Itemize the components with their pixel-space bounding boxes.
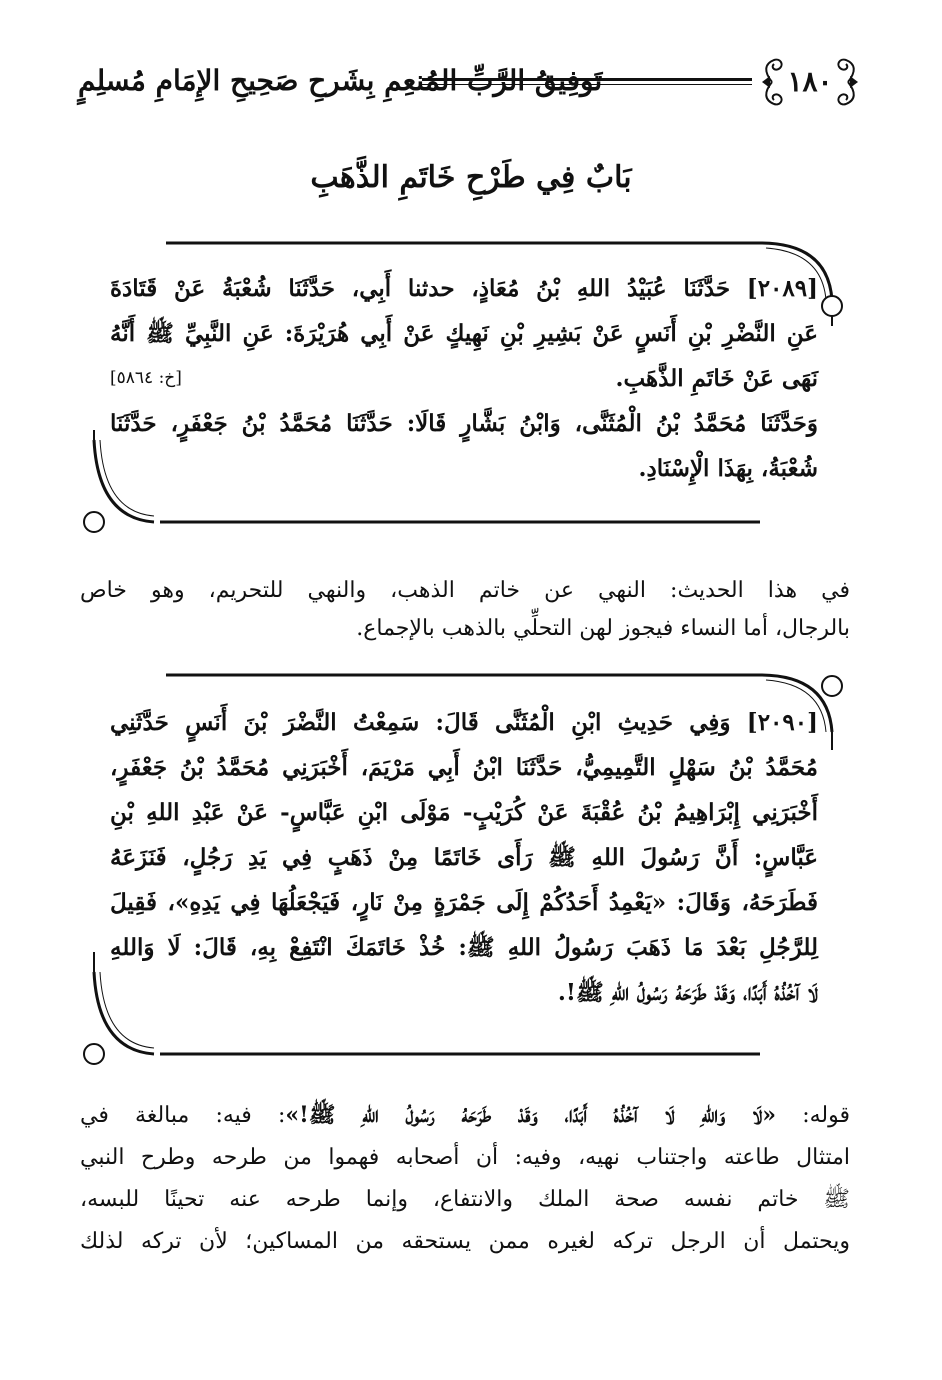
hadith-box-2090 (80, 672, 840, 1062)
hadith-line: لِلرَّجُلِ بَعْدَ مَا ذَهَبَ رَسُولُ اللهِ ﷺ: خُذْ خَاتَمَكَ انْتَفِعْ بِهِ، قَالَ: لَا وَاللهِ (110, 934, 818, 961)
commentary-line: في هذا الحديث: النهي عن خاتم الذهب، والنهي للتحريم، وهو خاص (80, 578, 850, 603)
page-header (70, 54, 860, 110)
hadith-line: شُعْبَةُ، بِهَذَا الْإِسْنَادِ. (638, 455, 818, 482)
page-number: ١٨٠ (787, 65, 833, 98)
chapter-title: بَابٌ فِي طَرْحِ خَاتَمِ الذَّهَبِ (310, 160, 632, 195)
commentary-line (80, 1094, 850, 1137)
hadith-line: عَنِ النَّضْرِ بْنِ أَنَسٍ عَنْ بَشِيرِ بْنِ نَهِيكٍ عَنْ أَبِي هُرَيْرَةَ: عَنِ النَّبِيِّ ﷺ أَنَّهُ (110, 320, 818, 347)
hadith-line: [٢٠٨٩] حَدَّثَنَا عُبَيْدُ اللهِ بْنُ مُعَاذٍ، حدثنا أَبِي، حَدَّثَنَا شُعْبَةُ عَنْ قَتَادَةَ (110, 275, 818, 302)
hadith-line (110, 356, 818, 401)
hadith-line: عَبَّاسٍ: أَنَّ رَسُولَ اللهِ ﷺ رَأَى خَاتَمًا مِنْ ذَهَبٍ فِي يَدِ رَجُلٍ، فَنَزَعَهُ (110, 844, 818, 871)
book-title: تَوفِيقُ الرَّبِّ المُنعِمِ بِشَرحِ صَحِيحِ الإِمَامِ مُسلِمٍ (78, 64, 603, 97)
hadith-line: لَا آخُذُهُ أَبَدًا، وَقَدْ طَرَحَهُ رَسُولُ اللهِ ﷺ!. (557, 979, 818, 1006)
commentary-line: ويحتمل أن الرجل تركه لغيره ممن يستحقه من المساكين؛ لأن تركه لذلك (80, 1229, 850, 1254)
hadith-2090-text (110, 700, 818, 1015)
commentary-paragraph-1 (80, 572, 850, 648)
hadith-line: فَطَرَحَهُ، وَقَالَ: «يَعْمِدُ أَحَدُكُمْ إِلَى جَمْرَةٍ مِنْ نَارٍ، فَيَجْعَلُهَا فِي يَدِهِ»، فَقِيلَ (110, 889, 818, 916)
commentary-line: ﷺ خاتم نفسه صحة الملك والانتفاع، وإنما طرحه عنه تحينًا للبسه، (80, 1187, 850, 1212)
hadith-line: [٢٠٩٠] وَفِي حَدِيثِ ابْنِ الْمُثَنَّى قَالَ: سَمِعْتُ النَّضْرَ بْنَ أَنَسٍ حَدَّثَنِي (110, 709, 818, 736)
commentary-paragraph-2 (80, 1094, 850, 1263)
hadith-line: مُحَمَّدُ بْنُ سَهْلٍ التَّمِيمِيُّ، حَدَّثَنَا ابْنُ أَبِي مَرْيَمَ، أَخْبَرَنِي مُحَمَّدُ بْنُ جَعْفَرٍ، (110, 754, 818, 781)
commentary-line: بالرجال، أما النساء فيجوز لهن التحلِّي بالذهب بالإجماع. (356, 616, 850, 641)
cross-reference: [خ: ٥٨٦٤] (110, 368, 182, 388)
commentary-text: : فيه: مبالغة في (80, 1103, 286, 1128)
hadith-line: أَخْبَرَنِي إِبْرَاهِيمُ بْنُ عُقْبَةَ عَنْ كُرَيْبٍ- مَوْلَى ابْنِ عَبَّاسٍ- عَنْ عَبْدِ اللهِ بْنِ (110, 799, 818, 826)
hadith-line: وَحَدَّثَنَا مُحَمَّدُ بْنُ الْمُثَنَّى، وَابْنُ بَشَّارٍ قَالَا: حَدَّثَنَا مُحَمَّدُ بْنُ جَعْفَرٍ، حَدَّثَنَا (110, 410, 818, 437)
hadith-box-2089 (80, 240, 840, 530)
hadith-2089-text (110, 266, 818, 491)
hadith-line-text: نَهَى عَنْ خَاتَمِ الذَّهَبِ. (615, 365, 818, 392)
commentary-intro: قوله: (776, 1103, 850, 1128)
commentary-line: امتثال طاعته واجتناب نهيه، وفيه: أن أصحابه فهموا من طرحه وطرح النبي (80, 1145, 850, 1170)
quoted-phrase: «لَا وَاللهِ لَا آخُذُهُ أَبَدًا، وَقَدْ طَرَحَهُ رَسُولُ اللهِ ﷺ!» (285, 1102, 777, 1128)
page-number-ornament (760, 54, 860, 110)
